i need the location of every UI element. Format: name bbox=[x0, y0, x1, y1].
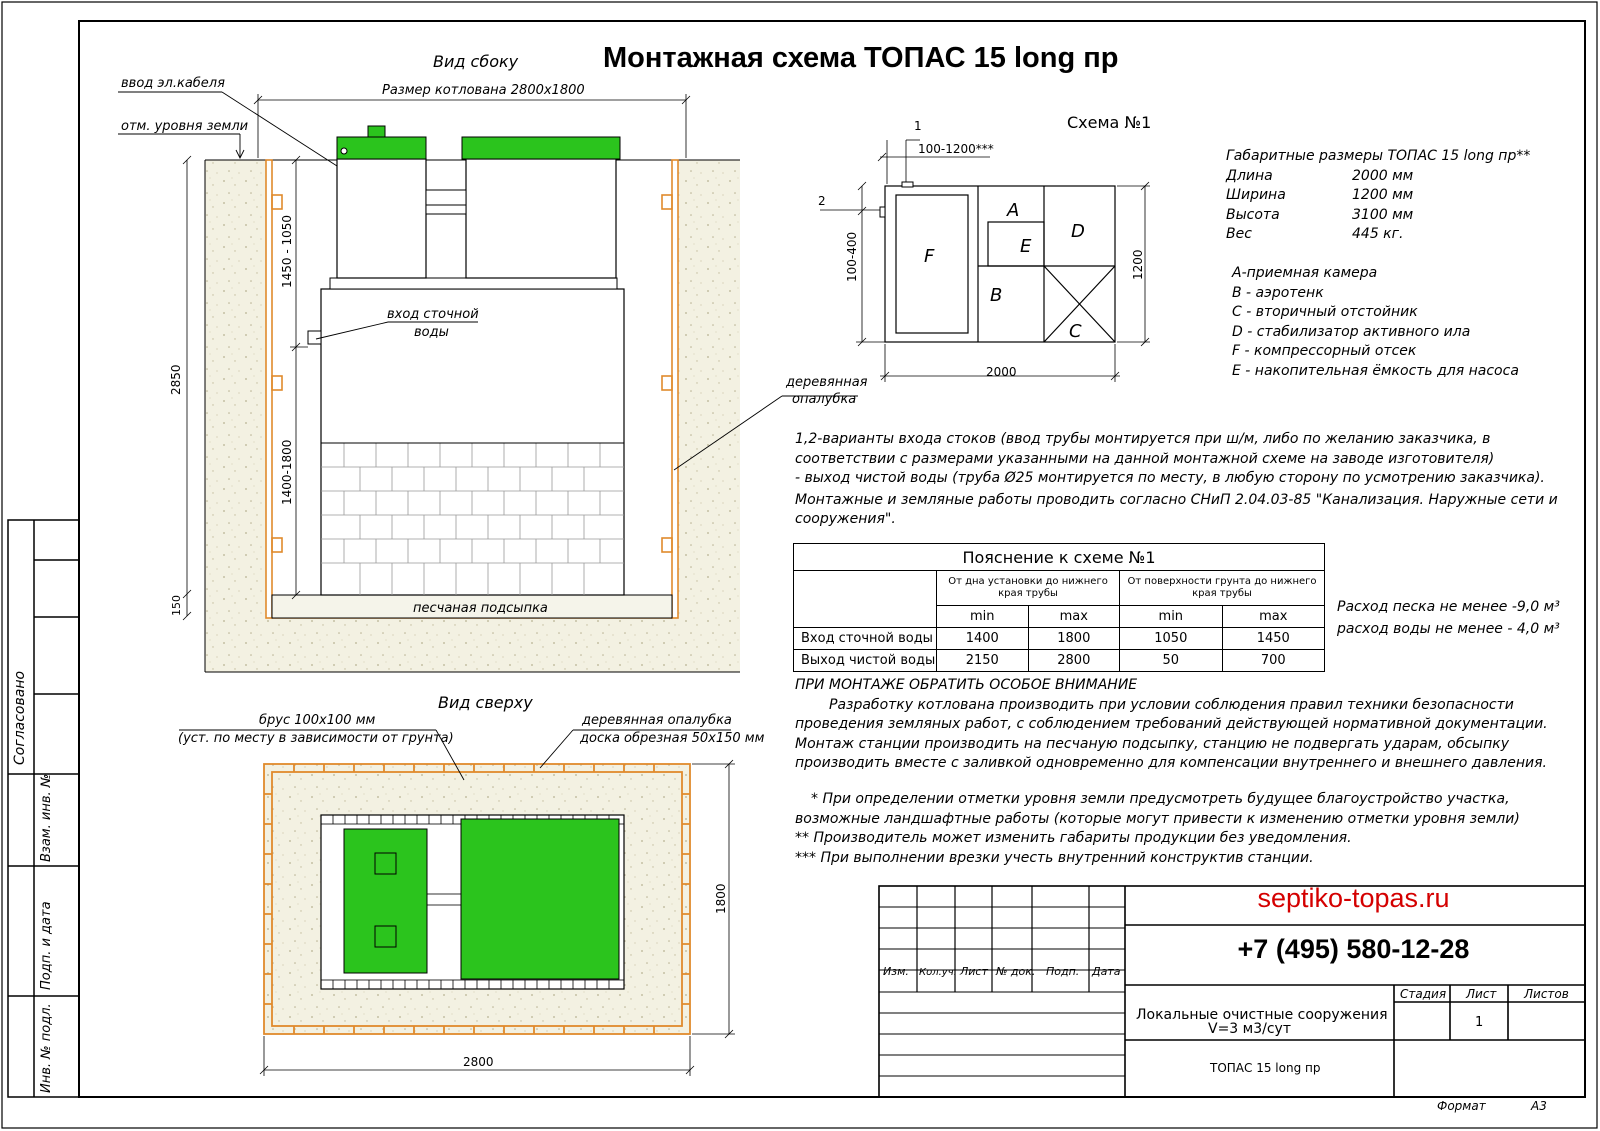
callout-2: 2 bbox=[818, 194, 826, 208]
col-kol: Кол.уч. bbox=[919, 967, 957, 978]
dimension-key: Вес bbox=[1226, 226, 1252, 242]
water-consumption: расход воды не менее - 4,0 м³ bbox=[1337, 621, 1560, 637]
scheme-dim-width: 1200 bbox=[1131, 249, 1145, 280]
footnote-3: *** При выполнении врезки учесть внутренний конструктив станции. bbox=[795, 849, 1314, 866]
top-dim-depth: 1800 bbox=[714, 883, 728, 914]
dimension-value: 3100 мм bbox=[1352, 206, 1414, 223]
dimension-value: 2000 мм bbox=[1352, 167, 1414, 184]
table-cell: Вход сточной воды bbox=[794, 628, 937, 650]
zone-e: E bbox=[1020, 236, 1032, 257]
col-izm: Изм. bbox=[883, 965, 909, 978]
zone-c: C bbox=[1069, 321, 1082, 342]
legend-item: А-приемная камера bbox=[1232, 265, 1378, 281]
scheme-dim-length: 2000 bbox=[986, 365, 1017, 379]
explanation-table bbox=[793, 543, 1325, 672]
sewage-inlet-label-1: вход сточной bbox=[387, 307, 479, 322]
attention-heading: ПРИ МОНТАЖЕ ОБРАТИТЬ ОСОБОЕ ВНИМАНИЕ bbox=[795, 677, 1138, 693]
zone-f: F bbox=[924, 246, 935, 267]
top-view-label: Вид сверху bbox=[438, 693, 533, 712]
callout-1: 1 bbox=[914, 119, 922, 133]
scheme-plan bbox=[885, 186, 1115, 342]
col-podp: Подп. bbox=[1046, 965, 1080, 978]
page-title: Монтажная схема ТОПАС 15 long пр bbox=[603, 42, 1119, 74]
zone-legend bbox=[1232, 264, 1519, 381]
table-cell: 700 bbox=[1222, 650, 1324, 672]
table-row bbox=[794, 650, 1325, 672]
table-cell: 1400 bbox=[937, 628, 1029, 650]
table-row bbox=[794, 628, 1325, 650]
sand-consumption: Расход песка не менее -9,0 м³ bbox=[1337, 599, 1560, 615]
scheme-dim-offset-top: 100-1200*** bbox=[918, 142, 994, 156]
table-cell: 1050 bbox=[1120, 628, 1222, 650]
right-lid bbox=[462, 137, 620, 159]
product-line-1: Локальные очистные сооружения bbox=[1136, 1007, 1388, 1023]
sheets-label: Листов bbox=[1524, 987, 1569, 1001]
col-doc: № док. bbox=[996, 965, 1036, 978]
attention-text: Разработку котлована производить при условии соблюдения правил техники безопасности проведения земляных работ, с соблюдением требований действующей нормативной документации. Монтаж станции производить на песчаную подсыпку, станцию не подвергать ударам, обсыпку производить вместе с заливкой одновременно для компенсации внутреннего и внешнего давления. bbox=[795, 696, 1548, 771]
dimension-row bbox=[1226, 186, 1530, 206]
col-date: Дата bbox=[1092, 965, 1121, 978]
dimension-value: 1200 мм bbox=[1352, 187, 1414, 203]
zone-a: A bbox=[1007, 200, 1020, 221]
zone-d: D bbox=[1071, 221, 1085, 242]
cable-input-label: ввод эл.кабеля bbox=[121, 76, 225, 91]
installation-notes bbox=[795, 430, 1575, 530]
dimension-row bbox=[1226, 167, 1530, 187]
dimension-row bbox=[1226, 225, 1530, 245]
dimension-value: 445 кг. bbox=[1352, 226, 1404, 242]
phone-number: +7 (495) 580-12-28 bbox=[1237, 934, 1470, 964]
formwork-label-2: опалубка bbox=[792, 392, 857, 407]
attention-block bbox=[795, 676, 1585, 774]
website-link[interactable]: septiko-topas.ru bbox=[1257, 883, 1450, 913]
dimension-key: Высота bbox=[1226, 206, 1280, 223]
note-inlet-variants: 1,2-варианты входа стоков (ввод трубы монтируется при ш/м, либо по желанию заказчика, в соответствии с размерами указанными на данной монтажной схеме на заводе изготовителя) bbox=[795, 431, 1495, 467]
left-lid bbox=[337, 137, 426, 159]
sewage-inlet-label-2: воды bbox=[414, 325, 449, 340]
beam-label-2: (уст. по месту в зависимости от грунта) bbox=[178, 731, 454, 746]
legend-item: D - стабилизатор активного ила bbox=[1232, 323, 1471, 340]
pit-size-label: Размер котлована 2800х1800 bbox=[382, 83, 585, 98]
scheme-dim-offset-side: 100-400 bbox=[845, 231, 859, 282]
legend-item: В - аэротенк bbox=[1232, 284, 1324, 301]
sheet-label: Лист bbox=[1466, 987, 1497, 1001]
table-group-2: От поверхности грунта до нижнего края трубы bbox=[1120, 571, 1325, 606]
note-clean-water: - выход чистой воды (труба Ø25 монтируется по месту, в любую сторону по усмотрению заказчика). bbox=[795, 470, 1545, 486]
stamp-inv-orig: Инв. № подл. bbox=[39, 1003, 54, 1093]
table-cell: 2150 bbox=[937, 650, 1029, 672]
scheme-dimensions bbox=[820, 140, 1150, 382]
table-min: min bbox=[1120, 606, 1222, 628]
top-dim-width: 2800 bbox=[463, 1055, 494, 1069]
footnote-1: * При определении отметки уровня земли предусмотреть будущее благоустройство участка, возможные ландшафтные работы (которые могут привести к изменению отметки уровня земли) bbox=[795, 791, 1520, 827]
stamp-agreed: Согласовано bbox=[12, 670, 28, 765]
top-formwork-label-1: деревянная опалубка bbox=[582, 713, 732, 728]
ground-level-label: отм. уровня земли bbox=[121, 119, 249, 134]
col-list: Лист bbox=[960, 965, 988, 978]
left-neck bbox=[337, 159, 426, 278]
table-corner bbox=[794, 571, 937, 628]
sheet-number: 1 bbox=[1475, 1015, 1484, 1030]
top-left-lid bbox=[344, 829, 427, 973]
model-name: ТОПАС 15 long пр bbox=[1210, 1061, 1321, 1075]
beam-label-1: брус 100х100 мм bbox=[259, 713, 376, 728]
dimension-key: Длина bbox=[1226, 167, 1273, 184]
table-cell: Выход чистой воды bbox=[794, 650, 937, 672]
table-cell: 1800 bbox=[1028, 628, 1120, 650]
stamp-sign-date: Подп. и дата bbox=[39, 901, 54, 990]
table-max: max bbox=[1028, 606, 1120, 628]
side-view-label: Вид сбоку bbox=[433, 52, 519, 71]
legend-item: С - вторичный отстойник bbox=[1232, 304, 1418, 320]
stamp-replace-inv: Взам. инв. № bbox=[39, 773, 54, 862]
format-label: Формат bbox=[1437, 1099, 1486, 1113]
footnote-2: ** Производитель может изменить габариты продукции без уведомления. bbox=[795, 830, 1352, 846]
note-snip: Монтажные и земляные работы проводить согласно СНиП 2.04.03-85 "Канализация. Наружные сети и сооружения". bbox=[795, 491, 1558, 527]
table-cell: 2800 bbox=[1028, 650, 1120, 672]
dimensions-heading: Габаритные размеры ТОПАС 15 long пр** bbox=[1226, 148, 1531, 164]
dim-total-height: 2850 bbox=[169, 364, 183, 395]
dimension-row bbox=[1226, 206, 1530, 226]
top-formwork-label-2: доска обрезная 50х150 мм bbox=[580, 731, 765, 746]
table-cell: 50 bbox=[1120, 650, 1222, 672]
footnotes bbox=[795, 790, 1585, 868]
product-line-2: V=3 м3/сут bbox=[1208, 1021, 1291, 1037]
stage-label: Стадия bbox=[1400, 987, 1447, 1001]
dim-upper: 1450 - 1050 bbox=[280, 214, 294, 288]
right-neck bbox=[466, 159, 616, 278]
station-body bbox=[321, 289, 624, 595]
dimensions-block bbox=[1226, 147, 1530, 245]
formwork-label-1: деревянная bbox=[786, 375, 868, 390]
dim-bottom: 150 bbox=[170, 595, 183, 616]
vent-cap bbox=[368, 126, 385, 137]
scheme-label: Схема №1 bbox=[1067, 113, 1152, 132]
zone-b: B bbox=[990, 285, 1003, 306]
sand-water-consumption bbox=[1337, 596, 1560, 640]
table-min: min bbox=[937, 606, 1029, 628]
table-max: max bbox=[1222, 606, 1324, 628]
table-caption: Пояснение к схеме №1 bbox=[794, 544, 1325, 571]
legend-item: F - компрессорный отсек bbox=[1232, 343, 1417, 359]
dim-lower: 1400-1800 bbox=[280, 439, 294, 505]
legend-item: Е - накопительная ёмкость для насоса bbox=[1232, 362, 1519, 379]
table-group-1: От дна установки до нижнего края трубы bbox=[937, 571, 1120, 606]
sand-bed-label: песчаная подсыпка bbox=[413, 601, 548, 616]
dimension-key: Ширина bbox=[1226, 187, 1286, 203]
format-value: А3 bbox=[1531, 1099, 1547, 1113]
top-right-lid bbox=[461, 819, 619, 979]
table-cell: 1450 bbox=[1222, 628, 1324, 650]
